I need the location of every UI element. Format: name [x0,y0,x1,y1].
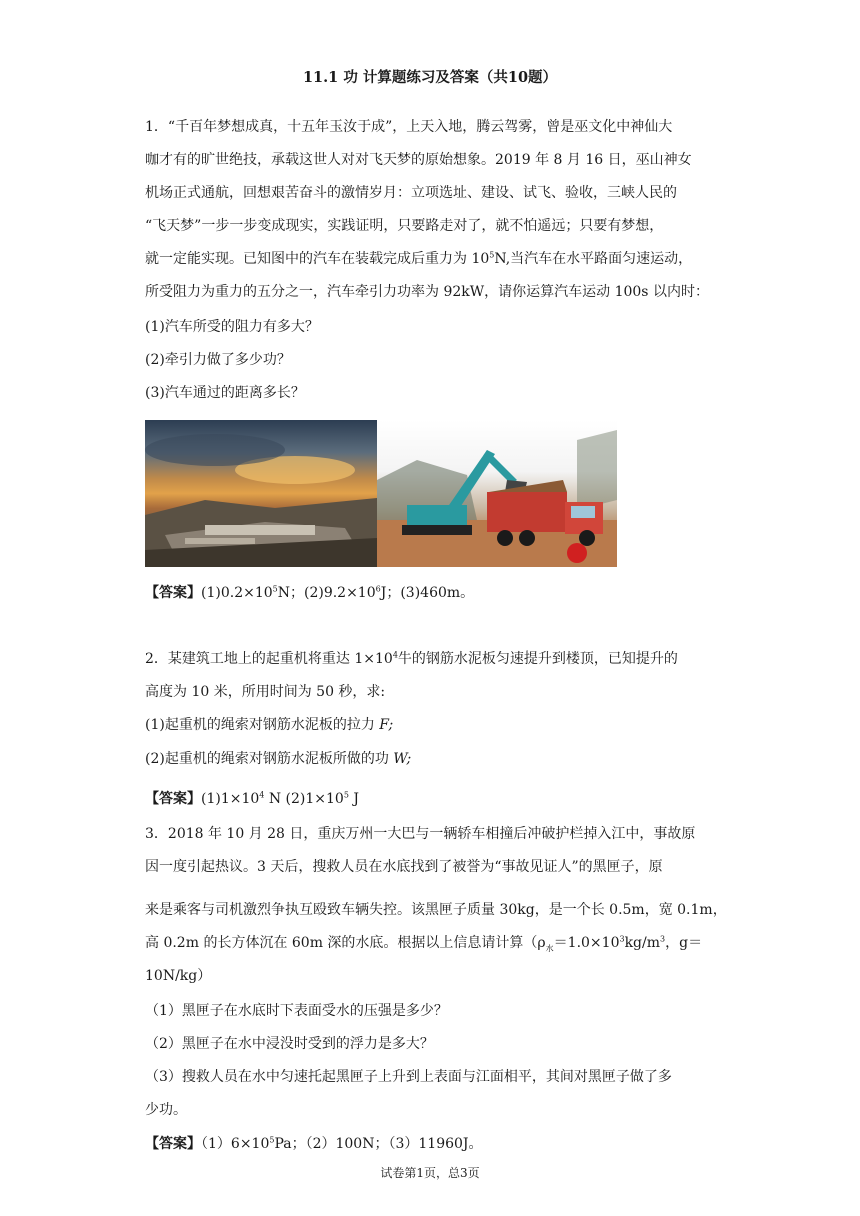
q1-line-2: 咖才有的旷世绝技，承载这世人对对飞天梦的原始想象。2019 年 8 月 16 日，巫山神女 [145,152,692,168]
q3-sub-3: （3）搜救人员在水中匀速托起黑匣子上升到上表面与江面相平，其间对黑匣子做了多 [145,1069,672,1085]
q2-line-1: 2．某建筑工地上的起重机将重达 $1\times 10^4$牛的钢筋水泥板匀速提升到楼顶，已知提升的 [145,650,678,667]
q3-line-3: 来是乘客与司机激烈争执互殴致车辆失控。该黑匣子质量 30kg，是一个长 0.5m，宽 0.1m， [145,902,727,918]
q3-sub-3-cont: 少功。 [145,1102,187,1118]
airport-photo [145,420,377,567]
page-title: 11.1 功 计算题练习及答案（共10题） [302,69,558,86]
q3-line-5: 10N/kg） [145,968,212,984]
q3-sub-1: （1）黑匣子在水底时下表面受水的压强是多少？ [145,1003,448,1019]
page-footer: 试卷第1页，总3页 [380,1166,480,1180]
q2-line-2: 高度为 10 米，所用时间为 50 秒，求: [145,684,386,700]
q3-answer: 【答案】$(1)6\times 10^5Pa$；（2）100N；（3）11960J。 [145,1135,483,1152]
q3-line-1: 3．2018 年 10 月 28 日，重庆万州一大巴与一辆轿车相撞后冲破护栏掉入江中，事故原 [145,826,696,842]
q1-sub-1: (1)汽车所受的阻力有多大？ [145,319,319,335]
q1-line-5: 就一定能实现。已知图中的汽车在装载完成后重力为 $10^5N$,当汽车在水平路面匀速运动， [145,250,693,267]
q3-sub-2: （2）黑匣子在水中浸没时受到的浮力是多大？ [145,1036,434,1052]
q3-line-4: 高 0.2m 的长方体沉在 60m 深的水底。根据以上信息请计算（$\rho_水=1.0\times 10^3kg/m^3$，g＝ [145,934,703,953]
q2-sub-2: (2)起重机的绳索对钢筋水泥板所做的功 W; [145,751,412,767]
q2-answer: 【答案】$(1)1\times 10^4$ N $(2)1\times 10^5$ J [145,790,359,807]
q1-line-1: 1．“千百年梦想成真，十五年玉汝于成”，上天入地，腾云驾雾，曾是巫文化中神仙大 [145,119,673,135]
q2-sub-1: (1)起重机的绳索对钢筋水泥板的拉力 F; [145,717,394,733]
q1-sub-2: (2)牵引力做了多少功？ [145,352,291,368]
q1-answer: 【答案】$(1)0.2\times 10^5N$；$(2)9.2\times 10^6J$；(3)460m。 [145,584,475,601]
q1-line-4: “飞天梦”一步一步变成现实，实践证明，只要路走对了，就不怕遥远；只要有梦想， [145,218,664,234]
excavator-truck-photo [377,420,617,567]
q3-line-2: 因一度引起热议。3 天后，搜救人员在水底找到了被誉为“事故见证人”的黑匣子，原 [145,859,663,875]
q1-line-6: 所受阻力为重力的五分之一，汽车牵引力功率为 92kW，请你运算汽车运动 100s 以内时： [145,284,709,300]
q1-line-3: 机场正式通航，回想艰苦奋斗的激情岁月：立项选址、建设、试飞、验收，三峡人民的 [145,185,677,201]
q1-sub-3: (3)汽车通过的距离多长？ [145,385,305,401]
